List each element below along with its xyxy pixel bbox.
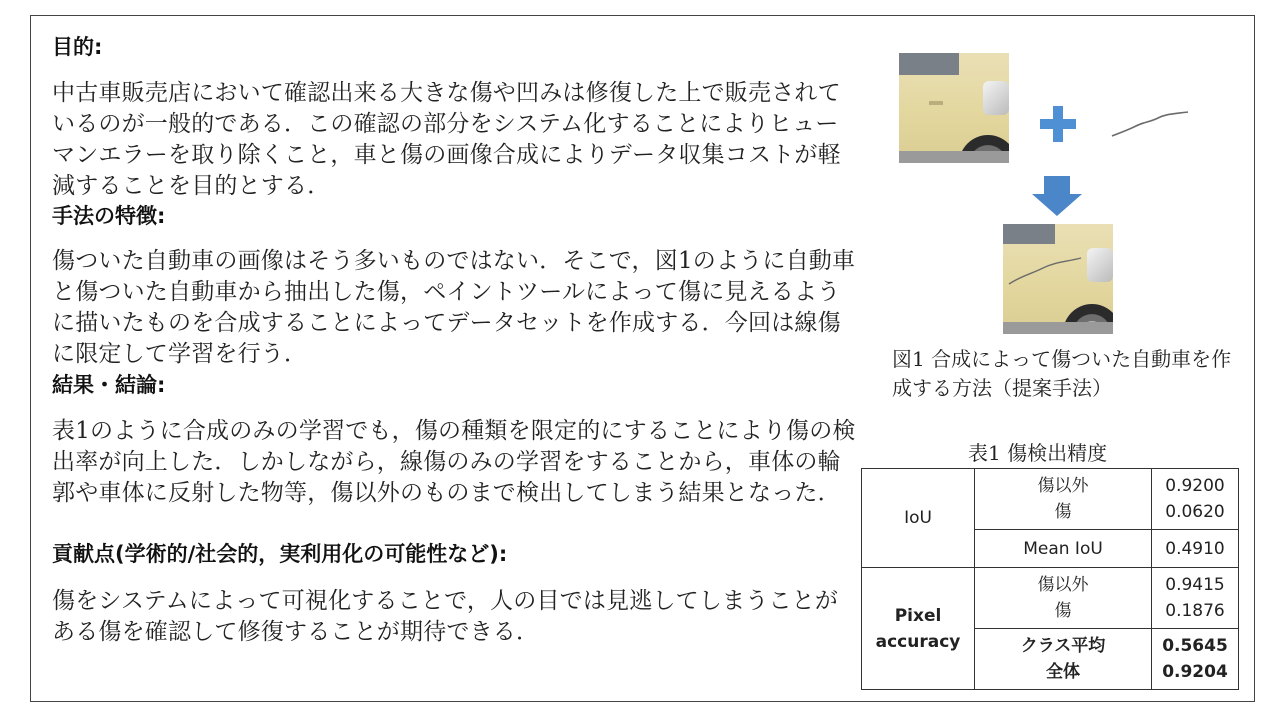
pixel-accuracy-label — [862, 568, 975, 690]
iou-class-value: 0.9200 — [1165, 476, 1225, 496]
mean-iou-value: 0.4910 — [1152, 530, 1239, 568]
pixel-summary-labels — [975, 629, 1152, 690]
iou-class-label: 傷 — [1054, 502, 1072, 522]
body-result: 表1のように合成のみの学習でも，傷の種類を限定的にすることにより傷の検出率が向上した．しかしながら，線傷のみの学習をすることから，車体の輪郭や車体に反射した物等，傷以外のものまで検出してしまう結果となった． — [52, 418, 856, 506]
pixel-class-value: 0.1876 — [1165, 601, 1225, 621]
pixel-class-label: 傷 — [1054, 601, 1072, 621]
heading-contribution: 貢献点(学術的/社会的，実利用化の可能性など): — [52, 542, 508, 566]
iou-class-labels — [975, 469, 1152, 530]
car-photo — [899, 53, 1009, 163]
heading-method: 手法の特徴: — [52, 204, 166, 228]
body-purpose: 中古車販売店において確認出来る大きな傷や凹みは修復した上で販売されているのが一般的である．この確認の部分をシステム化することによりヒューマンエラーを取り除くこと，車と傷の画像合成によりデータ収集コストが軽減することを目的とする． — [52, 80, 841, 199]
table-title: 表1 傷検出精度 — [968, 441, 1108, 465]
mean-iou-label: Mean IoU — [975, 530, 1152, 568]
iou-class-values — [1152, 469, 1239, 530]
accuracy-table — [861, 468, 1239, 690]
arrow-down-icon — [1032, 176, 1082, 216]
car-photo-scratched — [1003, 224, 1113, 334]
heading-result: 結果・結論: — [52, 373, 166, 397]
pixel-label-line: Pixel — [894, 605, 942, 626]
pixel-class-labels — [975, 568, 1152, 629]
pixel-class-value: 0.9415 — [1165, 575, 1225, 595]
iou-class-label: 傷以外 — [1037, 476, 1089, 496]
pixel-summary-value: 0.9204 — [1162, 662, 1228, 682]
pixel-class-values — [1152, 568, 1239, 629]
pixel-summary-label: クラス平均 — [1020, 636, 1106, 656]
body-method: 傷ついた自動車の画像はそう多いものではない．そこで，図1のように自動車と傷ついた自動車から抽出した傷，ペイントツールによって傷に見えるように描いたものを合成することによってデータセットを作成する．今回は線傷に限定して学習を行う． — [52, 248, 856, 367]
pixel-label-line: accuracy — [875, 631, 961, 652]
iou-class-value: 0.0620 — [1165, 502, 1225, 522]
figure-caption: 図1 合成によって傷ついた自動車を作成する方法（提案手法） — [892, 347, 1232, 400]
pixel-summary-label: 全体 — [1046, 662, 1080, 682]
heading-purpose: 目的: — [52, 35, 103, 59]
pixel-class-label: 傷以外 — [1037, 575, 1089, 595]
body-contribution: 傷をシステムによって可視化することで，人の目では見逃してしまうことがある傷を確認して修復することが期待できる． — [52, 588, 839, 645]
scratch-line — [1110, 108, 1190, 140]
pixel-summary-values — [1152, 629, 1239, 690]
iou-label: IoU — [862, 469, 975, 568]
pixel-summary-value: 0.5645 — [1162, 636, 1228, 656]
plus-icon — [1040, 106, 1076, 142]
